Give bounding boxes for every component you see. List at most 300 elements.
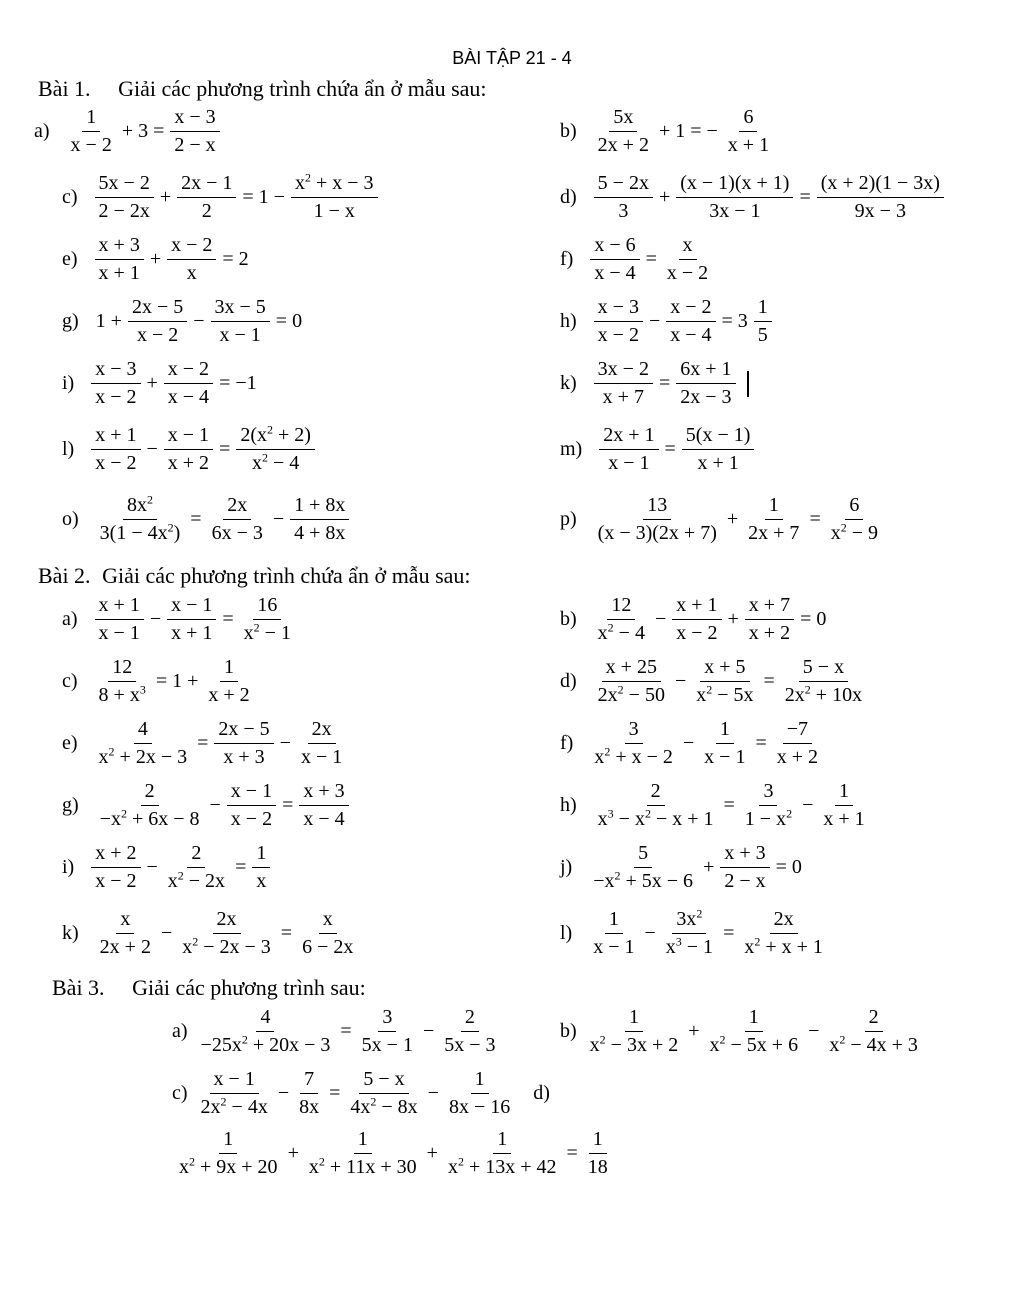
fraction-denominator: 9x − 3 bbox=[854, 200, 906, 222]
equation bbox=[583, 1006, 925, 1057]
fraction-denominator: x − 4 bbox=[594, 262, 636, 284]
fraction-denominator: x bbox=[186, 262, 197, 284]
fraction-numerator: 2x bbox=[308, 718, 336, 744]
operator-text: = bbox=[645, 248, 657, 270]
equation bbox=[596, 424, 757, 475]
problem-2e bbox=[62, 718, 349, 769]
fraction bbox=[662, 908, 717, 959]
fraction bbox=[96, 780, 204, 831]
problem-label: c) bbox=[62, 186, 78, 208]
equation bbox=[194, 1006, 503, 1057]
problem-2c bbox=[62, 656, 257, 707]
operator-text: − bbox=[682, 732, 695, 754]
fraction bbox=[781, 656, 866, 707]
operator-text: + bbox=[149, 248, 162, 270]
equation bbox=[591, 106, 776, 157]
fraction-numerator: 2x bbox=[223, 494, 251, 520]
fraction-numerator: 3x − 5 bbox=[211, 296, 270, 322]
problem-1o bbox=[62, 494, 352, 545]
equation bbox=[591, 296, 775, 347]
fraction-numerator: x − 1 bbox=[167, 594, 216, 620]
fraction-numerator: 7 bbox=[300, 1068, 318, 1094]
fraction-numerator: 3 bbox=[625, 718, 643, 744]
problem-1l bbox=[62, 424, 318, 475]
fraction-numerator: 1 bbox=[252, 842, 270, 868]
fraction bbox=[682, 424, 755, 475]
fraction bbox=[177, 172, 236, 223]
fraction bbox=[91, 842, 140, 893]
equation bbox=[586, 842, 805, 893]
fraction-denominator: 2 bbox=[201, 200, 212, 222]
problem-label: j) bbox=[560, 856, 573, 878]
fraction bbox=[590, 234, 639, 285]
problem-label: c) bbox=[172, 1082, 188, 1104]
operator-text: − bbox=[146, 438, 158, 460]
fraction bbox=[67, 106, 116, 157]
fraction bbox=[754, 296, 772, 347]
operator-text: + bbox=[146, 372, 158, 394]
equation bbox=[172, 1128, 615, 1179]
problem-1h bbox=[560, 296, 775, 347]
fraction-denominator: $x^2 - 2x$ bbox=[167, 868, 226, 892]
fraction-numerator: x − 2 bbox=[666, 296, 715, 322]
fraction bbox=[95, 656, 150, 707]
equation bbox=[587, 718, 825, 769]
fraction-denominator: x − 4 bbox=[167, 386, 210, 408]
fraction bbox=[298, 908, 357, 959]
fraction bbox=[96, 494, 185, 545]
fraction bbox=[358, 1006, 417, 1057]
equation bbox=[93, 908, 361, 959]
fraction bbox=[594, 106, 653, 157]
operator-text: = 1 − bbox=[242, 186, 285, 208]
fraction-numerator: x + 1 bbox=[95, 594, 144, 620]
problem-1b bbox=[560, 106, 776, 157]
fraction-numerator: 2x bbox=[770, 908, 798, 934]
fraction-denominator: $-x^2 + 5x - 6$ bbox=[593, 868, 694, 892]
problem-2a bbox=[62, 594, 298, 645]
section-instruction: Giải các phương trình chứa ẩn ở mẫu sau: bbox=[118, 76, 487, 101]
fraction-denominator: $x^2 - 4x + 3$ bbox=[829, 1032, 918, 1056]
fraction bbox=[95, 718, 192, 769]
fraction-numerator: x + 5 bbox=[700, 656, 749, 682]
fraction-denominator: 18 bbox=[587, 1156, 608, 1178]
equation bbox=[591, 594, 830, 645]
problem-label: k) bbox=[560, 372, 577, 394]
fraction-numerator: 1 bbox=[82, 106, 100, 132]
operator-text: + 3 = bbox=[121, 120, 165, 142]
fraction bbox=[440, 1006, 499, 1057]
operator-text: − bbox=[644, 922, 656, 944]
fraction-denominator: 2x − 3 bbox=[680, 386, 732, 408]
fraction-numerator: 1 bbox=[493, 1128, 511, 1154]
fraction-numerator: x + 1 bbox=[91, 424, 140, 450]
problem-2l bbox=[560, 908, 830, 959]
fraction-numerator: 5x bbox=[609, 106, 637, 132]
operator-text: − bbox=[802, 794, 814, 816]
fraction bbox=[700, 718, 749, 769]
fraction-numerator: 12 bbox=[607, 594, 635, 620]
operator-text: − bbox=[808, 1020, 820, 1042]
problem-label: b) bbox=[560, 608, 577, 630]
fraction-denominator: $x^2 - 9$ bbox=[830, 520, 878, 544]
text-cursor bbox=[747, 371, 749, 397]
operator-text: + bbox=[688, 1020, 700, 1042]
fraction bbox=[741, 780, 796, 831]
fraction-numerator: x + 3 bbox=[299, 780, 348, 806]
problem-1f bbox=[560, 234, 715, 285]
problem-label: f) bbox=[560, 732, 574, 754]
fraction bbox=[827, 494, 882, 545]
fraction-denominator: x + 7 bbox=[602, 386, 644, 408]
fraction bbox=[672, 594, 721, 645]
section-label: Bài 1. bbox=[38, 76, 91, 101]
fraction-numerator: x − 2 bbox=[164, 358, 213, 384]
fraction-denominator: x − 1 bbox=[219, 324, 261, 346]
operator-text: = 2 bbox=[222, 248, 249, 270]
equation bbox=[591, 358, 739, 409]
fraction bbox=[594, 656, 669, 707]
operator-text: = bbox=[809, 508, 821, 530]
fraction-numerator: 1 bbox=[754, 296, 772, 322]
fraction-denominator: x − 2 bbox=[676, 622, 718, 644]
fraction-denominator: $x^2 - 1$ bbox=[243, 620, 291, 644]
problem-label: l) bbox=[62, 438, 75, 460]
fraction-denominator: $x^2 - 2x - 3$ bbox=[182, 934, 271, 958]
equation bbox=[587, 234, 715, 285]
operator-text: = bbox=[658, 372, 671, 394]
fraction bbox=[305, 1128, 421, 1179]
fraction-denominator: x − 2 bbox=[95, 386, 137, 408]
fraction-numerator: 1 bbox=[354, 1128, 372, 1154]
fraction bbox=[676, 358, 735, 409]
fraction bbox=[91, 424, 140, 475]
fraction bbox=[773, 718, 822, 769]
problem-label: p) bbox=[560, 508, 577, 530]
fraction-numerator: 6 bbox=[845, 494, 863, 520]
equation bbox=[93, 296, 305, 347]
fraction-numerator: 1 bbox=[745, 1006, 763, 1032]
fraction-numerator: 2x bbox=[213, 908, 241, 934]
fraction bbox=[297, 718, 346, 769]
fraction-denominator: x − 2 bbox=[70, 134, 112, 156]
problem-label: g) bbox=[62, 794, 79, 816]
problem-label: d) bbox=[560, 186, 577, 208]
operator-text: − bbox=[427, 1082, 439, 1104]
fraction bbox=[692, 656, 757, 707]
fraction bbox=[594, 296, 643, 347]
fraction-numerator: 1 bbox=[589, 1128, 607, 1154]
equation bbox=[92, 234, 252, 285]
fraction-denominator: x − 1 bbox=[704, 746, 746, 768]
fraction bbox=[817, 172, 944, 223]
equation bbox=[591, 494, 885, 545]
problem-label: b) bbox=[560, 1020, 577, 1042]
fraction bbox=[586, 1006, 683, 1057]
fraction-numerator: 3 bbox=[378, 1006, 396, 1032]
fraction-denominator: 8x bbox=[299, 1096, 320, 1118]
fraction-numerator: 1 + 8x bbox=[290, 494, 349, 520]
fraction-numerator: 5(x − 1) bbox=[682, 424, 755, 450]
fraction-denominator: 5 bbox=[757, 324, 768, 346]
fraction bbox=[96, 908, 155, 959]
fraction-denominator: x − 2 bbox=[95, 870, 137, 892]
operator-text: = 3 bbox=[721, 310, 748, 332]
fraction-denominator: $x^2 - 3x + 2$ bbox=[589, 1032, 679, 1056]
fraction-numerator: x − 3 bbox=[170, 106, 219, 132]
fraction-denominator: 2 − x bbox=[174, 134, 216, 156]
operator-text: = bbox=[340, 1020, 352, 1042]
fraction bbox=[589, 908, 638, 959]
fraction-numerator: $3x^2$ bbox=[672, 908, 706, 934]
fraction-numerator: 1 bbox=[219, 1128, 237, 1154]
fraction-numerator: x + 2 bbox=[91, 842, 140, 868]
operator-text: = bbox=[566, 1142, 578, 1164]
problem-1e bbox=[62, 234, 252, 285]
fraction bbox=[208, 494, 267, 545]
fraction bbox=[95, 172, 154, 223]
fraction bbox=[740, 908, 827, 959]
operator-text: = 0 bbox=[800, 608, 827, 630]
fraction-numerator: 4 bbox=[134, 718, 152, 744]
operator-text: − bbox=[146, 856, 158, 878]
fraction-numerator: 2x − 5 bbox=[214, 718, 273, 744]
fraction bbox=[676, 172, 793, 223]
problem-label: a) bbox=[62, 608, 78, 630]
fraction-numerator: (x − 1)(x + 1) bbox=[676, 172, 793, 198]
fraction-numerator: 16 bbox=[253, 594, 281, 620]
operator-text: = −1 bbox=[219, 372, 257, 394]
fraction-denominator: x + 1 bbox=[171, 622, 213, 644]
problem-label: f) bbox=[560, 248, 574, 270]
fraction-denominator: $x^2 + x - 2$ bbox=[594, 744, 673, 768]
fraction bbox=[91, 358, 140, 409]
fraction bbox=[290, 494, 349, 545]
fraction-numerator: 1 bbox=[605, 908, 623, 934]
fraction bbox=[252, 842, 270, 893]
operator-text: = bbox=[282, 794, 294, 816]
fraction bbox=[227, 780, 276, 831]
problem-label: b) bbox=[560, 120, 577, 142]
equation bbox=[591, 656, 869, 707]
fraction-denominator: (x − 3)(2x + 7) bbox=[597, 522, 717, 544]
operator-text: = bbox=[280, 922, 293, 944]
problem-label: h) bbox=[560, 310, 577, 332]
problem-1m bbox=[560, 424, 757, 475]
fraction-denominator: 5x − 3 bbox=[444, 1034, 496, 1056]
operator-text: + bbox=[703, 856, 715, 878]
fraction bbox=[663, 234, 712, 285]
fraction-numerator: 4 bbox=[256, 1006, 274, 1032]
operator-text: = 1 + bbox=[155, 670, 199, 692]
fraction-denominator: $3(1 - 4x^2)$ bbox=[99, 520, 181, 544]
fraction bbox=[95, 234, 144, 285]
fraction-denominator: $2x^2 - 4x$ bbox=[200, 1094, 268, 1118]
equation bbox=[586, 908, 830, 959]
equation bbox=[194, 1068, 518, 1119]
fraction-denominator: x − 2 bbox=[95, 452, 137, 474]
fraction-denominator: 6 − 2x bbox=[302, 936, 354, 958]
problem-1i bbox=[62, 358, 260, 409]
fraction bbox=[594, 494, 721, 545]
section-heading-bai-2 bbox=[38, 563, 471, 589]
fraction-numerator: $2(x^2 + 2)$ bbox=[236, 424, 315, 450]
fraction-numerator: 3 bbox=[759, 780, 777, 806]
equation bbox=[92, 594, 298, 645]
equation bbox=[92, 656, 257, 707]
section-label: Bài 3. bbox=[52, 975, 105, 1000]
fraction-denominator: x − 2 bbox=[597, 324, 639, 346]
problem-2b bbox=[560, 594, 829, 645]
fraction bbox=[295, 1068, 323, 1119]
equation bbox=[88, 358, 259, 409]
operator-text: = bbox=[235, 856, 247, 878]
fraction bbox=[291, 172, 378, 223]
operator-text: + bbox=[658, 186, 671, 208]
operator-text: − bbox=[193, 310, 205, 332]
operator-text: = 0 bbox=[275, 310, 303, 332]
problem-1a bbox=[34, 106, 223, 157]
fraction-denominator: x − 2 bbox=[666, 262, 709, 284]
fraction-denominator: x bbox=[256, 870, 267, 892]
fraction-denominator: $-x^2 + 6x - 8$ bbox=[99, 806, 200, 830]
fraction-denominator: 2 − 2x bbox=[98, 200, 150, 222]
fraction bbox=[594, 594, 649, 645]
fraction bbox=[128, 296, 187, 347]
fraction bbox=[744, 494, 803, 545]
fraction-numerator: 13 bbox=[643, 494, 671, 520]
fraction-numerator: 3x − 2 bbox=[594, 358, 653, 384]
fraction bbox=[211, 296, 270, 347]
operator-text: − bbox=[648, 310, 661, 332]
fraction-numerator: x + 1 bbox=[672, 594, 721, 620]
equation bbox=[88, 424, 318, 475]
fraction-numerator: 1 bbox=[716, 718, 734, 744]
fraction-denominator: 4 + 8x bbox=[294, 522, 346, 544]
operator-text: = bbox=[222, 608, 234, 630]
problem-2h bbox=[560, 780, 872, 831]
problem-1g bbox=[62, 296, 305, 347]
fraction bbox=[240, 594, 295, 645]
fraction-denominator: 2x + 7 bbox=[748, 522, 800, 544]
operator-text: = bbox=[723, 794, 735, 816]
problem-label: a) bbox=[34, 120, 50, 142]
fraction-numerator: x + 25 bbox=[602, 656, 661, 682]
fraction-numerator: x − 2 bbox=[167, 234, 216, 260]
fraction-numerator: 2 bbox=[461, 1006, 479, 1032]
fraction-numerator: x + 3 bbox=[720, 842, 769, 868]
fraction-denominator: $x^3 - x^2 - x + 1$ bbox=[597, 806, 714, 830]
fraction-numerator: x + 7 bbox=[745, 594, 794, 620]
fraction-denominator: $x^2 - 5x + 6$ bbox=[709, 1032, 799, 1056]
problem-label: d) bbox=[533, 1082, 550, 1104]
problem-2d bbox=[560, 656, 869, 707]
fraction bbox=[214, 718, 273, 769]
fraction-numerator: 2x − 1 bbox=[177, 172, 236, 198]
fraction-numerator: (x + 2)(1 − 3x) bbox=[817, 172, 944, 198]
fraction-numerator: x bbox=[116, 908, 134, 934]
fraction-numerator: 12 bbox=[108, 656, 136, 682]
operator-text: = 0 bbox=[775, 856, 802, 878]
problem-label: d) bbox=[560, 670, 577, 692]
fraction-denominator: x − 4 bbox=[303, 808, 345, 830]
fraction-denominator: $x^3 - 1$ bbox=[665, 934, 714, 958]
problem-label: e) bbox=[62, 732, 78, 754]
fraction-numerator: 1 bbox=[220, 656, 238, 682]
problem-label: a) bbox=[172, 1020, 188, 1042]
operator-text: + bbox=[159, 186, 172, 208]
problem-1p bbox=[560, 494, 885, 545]
fraction-denominator: x + 3 bbox=[223, 746, 265, 768]
equation bbox=[88, 842, 273, 893]
operator-text: = bbox=[755, 732, 767, 754]
fraction-numerator: 6x + 1 bbox=[676, 358, 735, 384]
fraction-denominator: 3 bbox=[618, 200, 629, 222]
fraction-denominator: x − 2 bbox=[230, 808, 273, 830]
fraction bbox=[175, 1128, 282, 1179]
problem-label: m) bbox=[560, 438, 583, 460]
fraction-denominator: $4x^2 - 8x$ bbox=[350, 1094, 418, 1118]
problem-2k bbox=[62, 908, 360, 959]
fraction-numerator: 5 − x bbox=[359, 1068, 408, 1094]
fraction-denominator: x − 1 bbox=[98, 622, 140, 644]
fraction-numerator: x bbox=[679, 234, 697, 260]
section-label: Bài 2. bbox=[38, 563, 91, 588]
fraction bbox=[720, 842, 769, 893]
operator-text: − bbox=[160, 922, 173, 944]
operator-text: − bbox=[277, 1082, 290, 1104]
fraction-numerator: x − 1 bbox=[164, 424, 213, 450]
operator-text: − bbox=[422, 1020, 435, 1042]
fraction bbox=[167, 234, 216, 285]
problem-2f bbox=[560, 718, 825, 769]
problem-2g bbox=[62, 780, 352, 831]
fraction-denominator: $x^2 - 4$ bbox=[252, 450, 300, 474]
fraction-denominator: 2x + 2 bbox=[99, 936, 151, 958]
operator-text: − bbox=[279, 732, 291, 754]
fraction bbox=[178, 908, 275, 959]
fraction-numerator: 1 bbox=[765, 494, 783, 520]
problem-label: c) bbox=[62, 670, 78, 692]
fraction-numerator: 2 bbox=[865, 1006, 883, 1032]
fraction-denominator: x − 2 bbox=[136, 324, 179, 346]
problem-label: i) bbox=[62, 372, 75, 394]
fraction bbox=[599, 424, 658, 475]
fraction bbox=[164, 424, 213, 475]
fraction bbox=[197, 1068, 272, 1119]
operator-text: + 1 = − bbox=[658, 120, 718, 142]
problem-label: o) bbox=[62, 508, 79, 530]
fraction-denominator: $8 + x^3$ bbox=[98, 682, 146, 706]
fraction-numerator: x bbox=[319, 908, 337, 934]
operator-text: = bbox=[664, 438, 676, 460]
problem-2j bbox=[560, 842, 805, 893]
fraction-numerator: x − 1 bbox=[227, 780, 276, 806]
fraction bbox=[589, 842, 697, 893]
operator-text: − bbox=[209, 794, 221, 816]
fraction-numerator: 2x + 1 bbox=[599, 424, 658, 450]
fraction bbox=[444, 1128, 561, 1179]
problem-label: g) bbox=[62, 310, 79, 332]
fraction bbox=[167, 594, 216, 645]
fraction-denominator: $2x^2 - 50$ bbox=[597, 682, 665, 706]
problem-3b bbox=[560, 1006, 925, 1057]
fraction bbox=[590, 718, 677, 769]
operator-text: + bbox=[287, 1142, 299, 1164]
fraction bbox=[445, 1068, 514, 1119]
section-heading-bai-3 bbox=[52, 975, 366, 1001]
fraction-denominator: 8x − 16 bbox=[448, 1096, 511, 1118]
